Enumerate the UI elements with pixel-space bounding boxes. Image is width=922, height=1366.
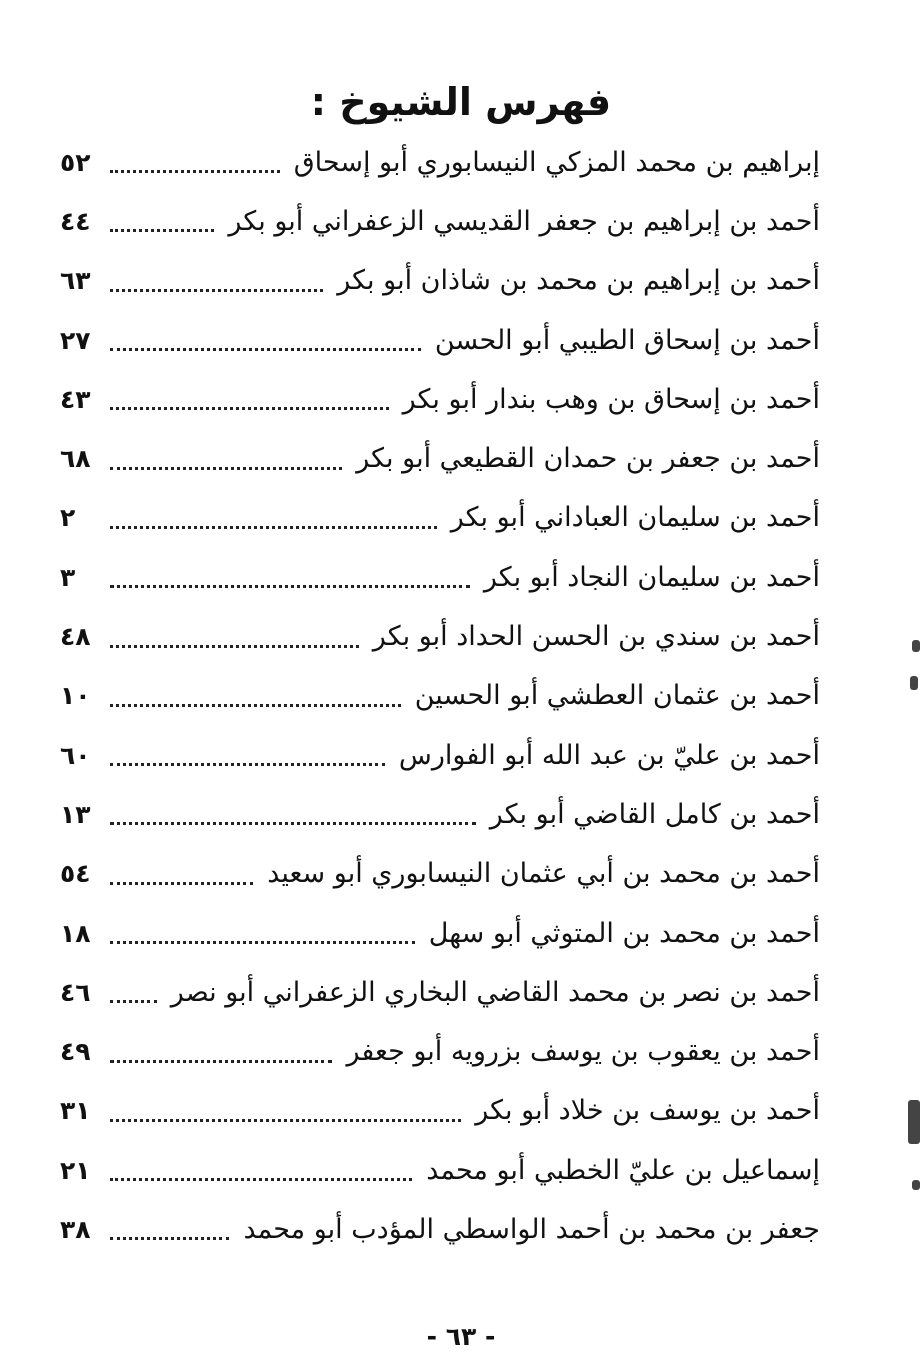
sheikh-name: أحمد بن جعفر بن حمدان القطيعي أبو بكر [356,443,820,475]
dot-leader [110,170,280,173]
page-number: ٤٣ [60,384,91,414]
page-number: ٦٨ [60,444,91,474]
sheikh-name: أحمد بن يوسف بن خلاد أبو بكر [475,1095,820,1127]
scan-edge-mark [910,676,918,690]
dot-leader [110,941,415,944]
dot-leader [110,1000,157,1003]
page-number: ٣١ [60,1096,91,1126]
page-number: ٥٤ [60,859,91,889]
sheikh-name: أحمد بن نصر بن محمد القاضي البخاري الزعفراني أبو نصر [170,976,820,1008]
sheikh-name: أحمد بن محمد بن المتوثي أبو سهل [428,917,820,949]
dot-leader [110,407,389,410]
index-entry [60,1082,820,1141]
scan-edge-mark [912,1180,920,1190]
dot-leader [110,1237,229,1240]
dot-leader [110,348,421,351]
page-number: ١٣ [60,799,91,829]
page-number: ١٨ [60,918,91,948]
page-number: ٤٨ [60,622,91,652]
index-entry [60,1022,820,1081]
index-entry [60,726,820,785]
page-number: ٦٠ [60,740,91,770]
index-entry [60,311,820,370]
dot-leader [110,704,401,707]
dot-leader [110,822,476,825]
dot-leader [110,289,323,292]
page-number: ٤٩ [60,1037,91,1067]
sheikh-name: أحمد بن إسحاق بن وهب بندار أبو بكر [402,383,820,415]
dot-leader [110,1060,332,1063]
dot-leader [110,1119,461,1122]
dot-leader [110,526,437,529]
index-entry [60,845,820,904]
page-number: ٣ [60,562,76,592]
sheikh-name: أحمد بن كامل القاضي أبو بكر [489,798,820,830]
index-entry [60,904,820,963]
index-entry [60,489,820,548]
index-entry [60,1200,820,1259]
dot-leader [110,645,359,648]
dot-leader [110,585,470,588]
dot-leader [110,229,214,232]
index-entry [60,607,820,666]
sheikh-name: إسماعيل بن عليّ الخطبي أبو محمد [426,1154,820,1186]
index-entry [60,192,820,251]
dot-leader [110,763,385,766]
sheikh-name: أحمد بن يعقوب بن يوسف بزرويه أبو جعفر [346,1036,820,1068]
page-number: ٢١ [60,1155,91,1185]
page-number: ٣٨ [60,1214,91,1244]
sheikh-name: أحمد بن إبراهيم بن جعفر القديسي الزعفراني أبو بكر [228,205,820,237]
sheikh-name: أحمد بن إسحاق الطيبي أبو الحسن [434,324,820,356]
dot-leader [110,1178,412,1181]
index-entry [60,429,820,488]
sheikh-name: أحمد بن محمد بن أبي عثمان النيسابوري أبو سعيد [267,858,820,890]
page-number: ٤٤ [60,206,91,236]
scan-edge-mark [908,1100,920,1144]
dot-leader [110,882,253,885]
page-number: ٢ [60,503,76,533]
page-number: ٤٦ [60,977,91,1007]
page-number-footer: - ٦٣ - [426,1322,496,1351]
sheikh-name: إبراهيم بن محمد المزكي النيسابوري أبو إسحاق [293,146,820,178]
index-entry [60,133,820,192]
sheikh-name: أحمد بن عثمان العطشي أبو الحسين [414,680,820,712]
page-number: ٢٧ [60,325,91,355]
sheikh-name: جعفر بن محمد بن أحمد الواسطي المؤدب أبو محمد [243,1213,820,1245]
index-entry [60,963,820,1022]
sheikh-name: أحمد بن سليمان العباداني أبو بكر [450,502,820,534]
sheikh-name: أحمد بن عليّ بن عبد الله أبو الفوارس [398,739,820,771]
index-entry [60,667,820,726]
index-entry [60,548,820,607]
sheikh-name: أحمد بن إبراهيم بن محمد بن شاذان أبو بكر [337,265,820,297]
page-number: ١٠ [60,681,91,711]
sheikh-name: أحمد بن سندي بن الحسن الحداد أبو بكر [372,621,820,653]
index-entry [60,785,820,844]
sheikh-name: أحمد بن سليمان النجاد أبو بكر [483,561,820,593]
index-list [60,133,820,1260]
index-entry [60,370,820,429]
page-number: ٦٣ [60,266,91,296]
page-title: فهرس الشيوخ : [310,80,612,124]
index-entry [60,1141,820,1200]
page-number: ٥٢ [60,147,91,177]
scan-edge-mark [912,640,920,652]
index-entry [60,252,820,311]
dot-leader [110,467,342,470]
